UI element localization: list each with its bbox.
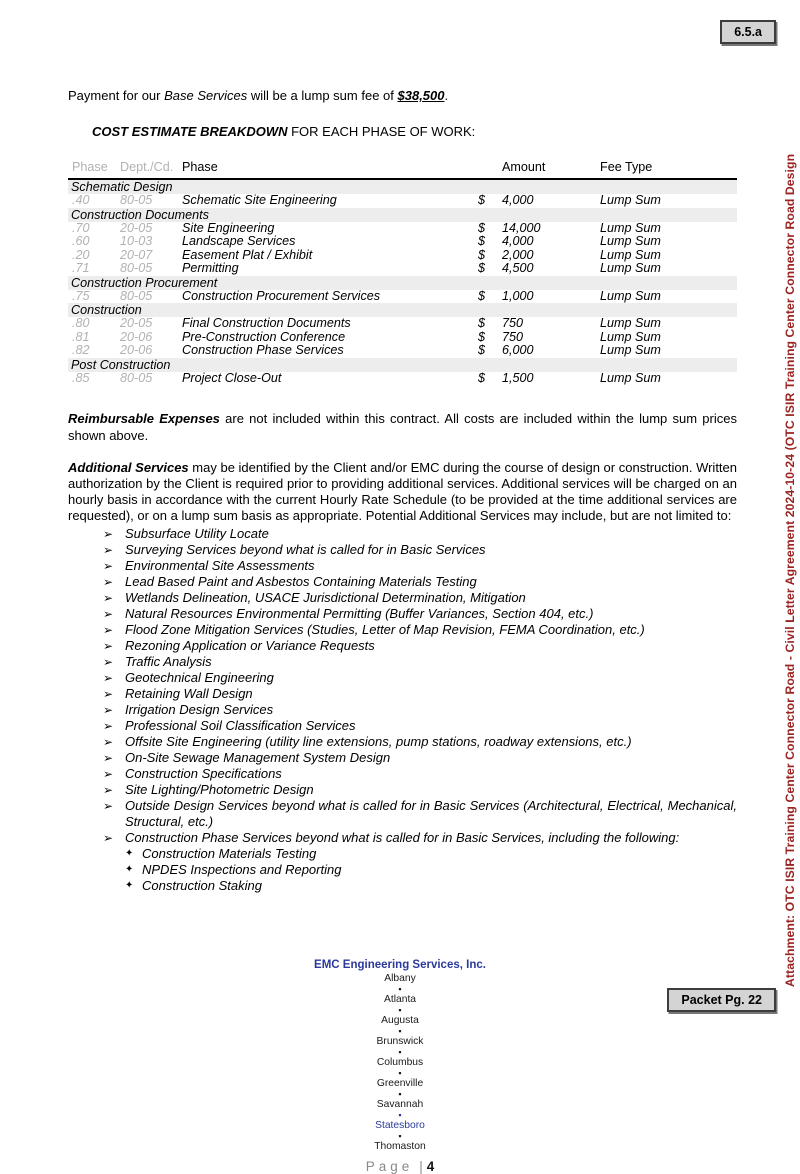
cost-table-rows xyxy=(68,180,737,385)
phase-desc-cell: Final Construction Documents xyxy=(182,316,351,331)
payment-middle: will be a lump sum fee of xyxy=(247,88,398,103)
phase-code-cell: .71 xyxy=(72,261,90,276)
city-name: Greenville xyxy=(376,1078,424,1089)
currency-cell: $ xyxy=(478,247,486,262)
heading-bold: COST ESTIMATE BREAKDOWN xyxy=(92,124,288,140)
arrow-bullet-icon: ➢ xyxy=(103,542,114,557)
sub-list-item xyxy=(68,846,737,862)
amount-cell: 1,000 xyxy=(502,288,534,303)
arrow-bullet-icon: ➢ xyxy=(103,606,114,621)
fee-type-cell: Lump Sum xyxy=(600,261,661,276)
arrow-bullet-icon: ➢ xyxy=(103,670,114,685)
dept-code-cell: 20-07 xyxy=(120,247,153,262)
city-name: Statesboro xyxy=(375,1120,425,1131)
phase-desc-cell: Construction Phase Services xyxy=(182,343,344,358)
arrow-bullet-icon: ➢ xyxy=(103,702,114,717)
table-data-row xyxy=(68,235,737,249)
list-item-text: On-Site Sewage Management System Design xyxy=(125,749,391,765)
dept-code-cell: 80-05 xyxy=(120,288,153,303)
list-item xyxy=(68,718,737,734)
list-item-text: Rezoning Application or Variance Requests xyxy=(125,637,375,653)
document-body xyxy=(68,88,737,894)
phase-code-cell: .80 xyxy=(72,316,90,331)
currency-cell: $ xyxy=(478,329,486,344)
arrow-bullet-icon: ➢ xyxy=(103,782,114,797)
additional-services-list xyxy=(68,526,737,894)
header-phase: Phase xyxy=(182,160,218,175)
diamond-bullet-icon: ✦ xyxy=(125,879,134,891)
amount-cell: 750 xyxy=(502,329,524,344)
arrow-bullet-icon: ➢ xyxy=(103,654,114,669)
arrow-bullet-icon: ➢ xyxy=(103,686,114,701)
arrow-bullet-icon: ➢ xyxy=(103,830,114,845)
amount-cell: 14,000 xyxy=(502,220,541,235)
list-item xyxy=(68,622,737,638)
page-number-line xyxy=(0,1159,800,1174)
table-data-row xyxy=(68,194,737,208)
list-item xyxy=(68,702,737,718)
dept-code-cell: 10-03 xyxy=(120,234,153,249)
sub-list-item xyxy=(68,862,737,878)
city-separator: ▪ xyxy=(398,1110,402,1120)
arrow-bullet-icon: ➢ xyxy=(103,718,114,733)
table-data-row xyxy=(68,290,737,304)
city-name: Brunswick xyxy=(376,1036,424,1047)
phase-desc-cell: Project Close-Out xyxy=(182,370,282,385)
packet-page-badge: Packet Pg. 22 xyxy=(667,988,776,1012)
phase-desc-cell: Site Engineering xyxy=(182,220,275,235)
table-section-row xyxy=(68,208,737,222)
diamond-bullet-icon: ✦ xyxy=(125,863,134,875)
table-section-row xyxy=(68,180,737,194)
header-spacer xyxy=(478,160,502,175)
reimbursable-lead: Reimbursable Expenses xyxy=(68,411,220,427)
amount-cell: 1,500 xyxy=(502,370,534,385)
list-item xyxy=(68,654,737,670)
arrow-bullet-icon: ➢ xyxy=(103,750,114,765)
city-name: Columbus xyxy=(376,1057,424,1068)
list-item-text: Construction Staking xyxy=(142,877,262,893)
additional-services-text: may be identified by the Client and/or EMC during the course of design or construction. Written authorization by the Client is required prior to providing additional services. Additional services will be charged on an hourly basis in accordance with the current Hourly Rate Schedule (to be provided at the time additional services are requested), or on a lump sum basis as appropriate. Potential Additional Services may include, but are not limited to: xyxy=(68,459,737,524)
heading-rest: FOR EACH PHASE OF WORK: xyxy=(287,124,476,140)
dept-code-cell: 20-05 xyxy=(120,316,153,331)
fee-type-cell: Lump Sum xyxy=(600,234,661,249)
table-section-row xyxy=(68,303,737,317)
phase-desc-cell: Pre-Construction Conference xyxy=(182,329,346,344)
amount-cell: 4,500 xyxy=(502,261,534,276)
city-name: Savannah xyxy=(376,1099,424,1110)
list-item-text: Professional Soil Classification Services xyxy=(125,717,356,733)
list-item-text: Geotechnical Engineering xyxy=(125,669,274,685)
city-name: Albany xyxy=(384,973,416,984)
table-data-row xyxy=(68,372,737,386)
table-section-row xyxy=(68,276,737,290)
reimbursable-text: are not included within this contract. All costs are included within the lump sum prices shown above. xyxy=(68,411,737,443)
list-item-text: Subsurface Utility Locate xyxy=(125,525,269,541)
fee-type-cell: Lump Sum xyxy=(600,370,661,385)
base-services-emphasis: Base Services xyxy=(164,88,248,103)
phase-code-cell: .70 xyxy=(72,220,90,235)
city-separator: ▪ xyxy=(398,1026,402,1036)
list-item-text: Wetlands Delineation, USACE Jurisdictional Determination, Mitigation xyxy=(125,589,526,605)
lump-sum-amount: $38,500 xyxy=(397,88,445,103)
sub-list-item xyxy=(68,878,737,894)
phase-code-cell: .40 xyxy=(72,193,90,208)
list-item xyxy=(68,558,737,574)
payment-suffix: . xyxy=(444,88,449,103)
phase-code-cell: .60 xyxy=(72,234,90,249)
section-name: Schematic Design xyxy=(71,180,173,195)
cost-estimate-heading xyxy=(92,124,737,140)
payment-prefix: Payment for our xyxy=(68,88,165,103)
fee-type-cell: Lump Sum xyxy=(600,343,661,358)
currency-cell: $ xyxy=(478,220,486,235)
dept-code-cell: 80-05 xyxy=(120,193,153,208)
table-data-row xyxy=(68,249,737,263)
list-item xyxy=(68,542,737,558)
header-amount: Amount xyxy=(502,160,546,175)
list-item-text: Flood Zone Mitigation Services (Studies, Letter of Map Revision, FEMA Coordination, etc.) xyxy=(125,621,645,637)
arrow-bullet-icon: ➢ xyxy=(103,766,114,781)
phase-desc-cell: Easement Plat / Exhibit xyxy=(182,247,313,262)
city-name: Atlanta xyxy=(383,994,417,1005)
currency-cell: $ xyxy=(478,261,486,276)
fee-type-cell: Lump Sum xyxy=(600,329,661,344)
list-item xyxy=(68,782,737,798)
additional-services-paragraph xyxy=(68,460,737,525)
list-item-text: Natural Resources Environmental Permitting (Buffer Variances, Section 404, etc.) xyxy=(125,605,594,621)
header-fee-type: Fee Type xyxy=(600,160,653,175)
list-item-text: Traffic Analysis xyxy=(125,653,212,669)
amount-cell: 4,000 xyxy=(502,193,534,208)
city-separator: ▪ xyxy=(398,1005,402,1015)
list-item-text: Offsite Site Engineering (utility line extensions, pump stations, roadway extensions, etc.) xyxy=(125,733,632,749)
section-name: Construction Documents xyxy=(71,207,209,222)
list-item-text: NPDES Inspections and Reporting xyxy=(142,861,342,877)
section-name: Post Construction xyxy=(71,357,171,372)
agenda-item-badge: 6.5.a xyxy=(720,20,776,44)
list-item-text: Construction Specifications xyxy=(125,765,282,781)
table-data-row xyxy=(68,344,737,358)
dept-code-cell: 20-05 xyxy=(120,220,153,235)
fee-type-cell: Lump Sum xyxy=(600,288,661,303)
list-item-text: Lead Based Paint and Asbestos Containing Materials Testing xyxy=(125,573,477,589)
additional-services-lead: Additional Services xyxy=(68,459,189,475)
attachment-sidebar-text: Attachment: OTC ISIR Training Center Connector Road - Civil Letter Agreement 2024-10-24 (OTC ISIR Training Center Connector Road Design xyxy=(783,153,797,987)
arrow-bullet-icon: ➢ xyxy=(103,622,114,637)
page-separator: | xyxy=(419,1159,423,1174)
list-item-text: Surveying Services beyond what is called for in Basic Services xyxy=(125,541,486,557)
payment-line xyxy=(68,88,737,104)
list-item xyxy=(68,766,737,782)
currency-cell: $ xyxy=(478,316,486,331)
amount-cell: 6,000 xyxy=(502,343,534,358)
dept-code-cell: 20-06 xyxy=(120,329,153,344)
phase-desc-cell: Construction Procurement Services xyxy=(182,288,381,303)
page-number: 4 xyxy=(426,1159,435,1174)
section-name: Construction Procurement xyxy=(71,275,218,290)
table-section-row xyxy=(68,358,737,372)
list-item xyxy=(68,526,737,542)
phase-desc-cell: Schematic Site Engineering xyxy=(182,193,337,208)
phase-desc-cell: Permitting xyxy=(182,261,239,276)
list-item-text: Outside Design Services beyond what is called for in Basic Services (Architectural, Electrical, Mechanical, Structural, etc.) xyxy=(125,797,737,829)
city-separator: ▪ xyxy=(398,1068,402,1078)
table-data-row xyxy=(68,331,737,345)
currency-cell: $ xyxy=(478,234,486,249)
phase-code-cell: .85 xyxy=(72,370,90,385)
list-item xyxy=(68,830,737,846)
phase-code-cell: .75 xyxy=(72,288,90,303)
phase-code-cell: .20 xyxy=(72,247,90,262)
currency-cell: $ xyxy=(478,343,486,358)
arrow-bullet-icon: ➢ xyxy=(103,734,114,749)
list-item-text: Construction Phase Services beyond what is called for in Basic Services, including the following: xyxy=(125,829,680,845)
amount-cell: 2,000 xyxy=(502,247,534,262)
arrow-bullet-icon: ➢ xyxy=(103,638,114,653)
company-name: EMC Engineering Services, Inc. xyxy=(314,959,486,971)
table-data-row xyxy=(68,262,737,276)
list-item-text: Construction Materials Testing xyxy=(142,845,317,861)
phase-desc-cell: Landscape Services xyxy=(182,234,296,249)
list-item xyxy=(68,686,737,702)
list-item xyxy=(68,638,737,654)
cost-table xyxy=(68,160,737,385)
currency-cell: $ xyxy=(478,193,486,208)
currency-cell: $ xyxy=(478,370,486,385)
fee-type-cell: Lump Sum xyxy=(600,316,661,331)
list-item xyxy=(68,734,737,750)
page-label: Page xyxy=(365,1159,414,1174)
list-item xyxy=(68,590,737,606)
city-name: Thomaston xyxy=(374,1141,426,1152)
cost-table-header xyxy=(68,160,737,180)
dept-code-cell: 80-05 xyxy=(120,261,153,276)
city-name: Augusta xyxy=(381,1015,419,1026)
city-separator: ▪ xyxy=(398,1131,402,1141)
header-dept-cd: Dept./Cd. xyxy=(120,160,174,175)
currency-cell: $ xyxy=(478,288,486,303)
amount-cell: 750 xyxy=(502,316,524,331)
list-item xyxy=(68,606,737,622)
list-item xyxy=(68,574,737,590)
table-data-row xyxy=(68,317,737,331)
arrow-bullet-icon: ➢ xyxy=(103,558,114,573)
list-item-text: Irrigation Design Services xyxy=(125,701,274,717)
dept-code-cell: 20-06 xyxy=(120,343,153,358)
dept-code-cell: 80-05 xyxy=(120,370,153,385)
arrow-bullet-icon: ➢ xyxy=(103,798,114,813)
list-item xyxy=(68,798,737,830)
list-item xyxy=(68,670,737,686)
fee-type-cell: Lump Sum xyxy=(600,220,661,235)
fee-type-cell: Lump Sum xyxy=(600,247,661,262)
list-item-text: Site Lighting/Photometric Design xyxy=(125,781,314,797)
section-name: Construction xyxy=(71,303,142,318)
diamond-bullet-icon: ✦ xyxy=(125,847,134,859)
arrow-bullet-icon: ➢ xyxy=(103,590,114,605)
table-data-row xyxy=(68,222,737,236)
phase-code-cell: .81 xyxy=(72,329,90,344)
list-item-text: Retaining Wall Design xyxy=(125,685,253,701)
arrow-bullet-icon: ➢ xyxy=(103,574,114,589)
fee-type-cell: Lump Sum xyxy=(600,193,661,208)
amount-cell: 4,000 xyxy=(502,234,534,249)
phase-code-cell: .82 xyxy=(72,343,90,358)
city-separator: ▪ xyxy=(398,1047,402,1057)
reimbursable-paragraph xyxy=(68,411,737,443)
city-separator: ▪ xyxy=(398,984,402,994)
list-item-text: Environmental Site Assessments xyxy=(125,557,315,573)
city-separator: ▪ xyxy=(398,1089,402,1099)
header-phase-code: Phase xyxy=(72,160,108,175)
list-item xyxy=(68,750,737,766)
arrow-bullet-icon: ➢ xyxy=(103,526,114,541)
